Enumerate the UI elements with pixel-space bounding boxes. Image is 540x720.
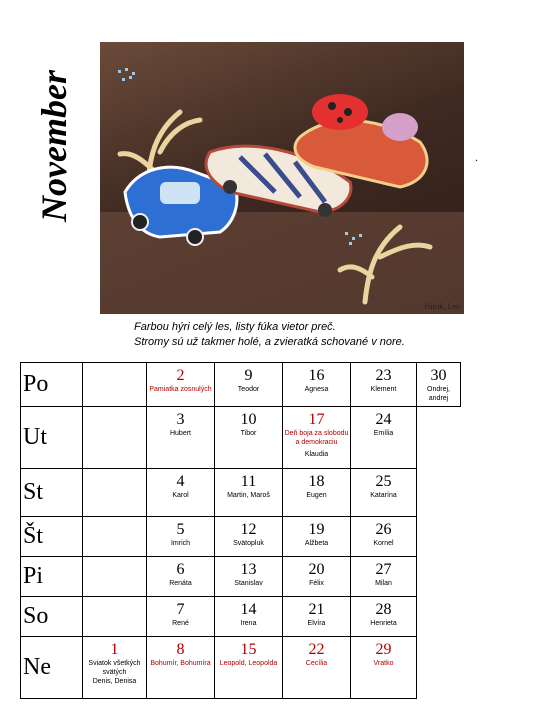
date-cell: 24 Emília [351,407,417,469]
photo-credit: Patrik, Leo [424,302,460,311]
month-title [14,40,94,252]
poem-line: Farbou hýri celý les, listy fúka vietor preč. [134,321,336,333]
date-cell: 28 Henrieta [351,597,417,637]
day-label: So [21,597,83,637]
month-poem [134,320,454,350]
poem-line: Stromy sú už takmer holé, a zvieratká schované v nore. [134,336,405,348]
month-name: November [34,70,74,222]
date-cell: 5 Imrich [147,517,215,557]
empty-cell [417,407,461,469]
row-thursday [21,517,461,557]
empty-cell [83,557,147,597]
date-cell: 2 Pamiatka zosnulých [147,363,215,407]
date-cell: 12 Svätopluk [215,517,283,557]
day-label: St [21,469,83,517]
date-cell: 1 Sviatok všetkých svätých Denis, Denisa [83,637,147,699]
date-cell: 11 Martin, Maroš [215,469,283,517]
row-wednesday [21,469,461,517]
date-cell: 10 Tibor [215,407,283,469]
date-cell: 15 Leopold, Leopolda [215,637,283,699]
empty-cell [417,557,461,597]
month-photo [100,42,464,314]
date-cell: 6 Renáta [147,557,215,597]
date-cell: 23 Klement [351,363,417,407]
day-label: Po [21,363,83,407]
empty-cell [83,517,147,557]
separator-dot: . [475,150,478,164]
row-friday [21,557,461,597]
date-cell: 18 Eugen [283,469,351,517]
empty-cell [417,637,461,699]
empty-cell [83,363,147,407]
date-cell: 22 Cecília [283,637,351,699]
day-label: Št [21,517,83,557]
empty-cell [417,597,461,637]
date-cell: 29 Vratko [351,637,417,699]
empty-cell [83,407,147,469]
empty-cell [83,597,147,637]
row-saturday [21,597,461,637]
empty-cell [417,517,461,557]
date-cell: 25 Katarína [351,469,417,517]
empty-cell [83,469,147,517]
day-label: Ne [21,637,83,699]
date-cell: 7 René [147,597,215,637]
date-cell: 17 Deň boja za slobodu a demokraciu Klaudia [283,407,351,469]
date-cell: 9 Teodor [215,363,283,407]
calendar-grid [20,362,461,699]
date-cell: 26 Kornel [351,517,417,557]
row-sunday [21,637,461,699]
date-cell: 8 Bohumír, Bohumíra [147,637,215,699]
row-tuesday [21,407,461,469]
date-cell: 16 Agnesa [283,363,351,407]
date-cell: 20 Félix [283,557,351,597]
date-cell: 19 Alžbeta [283,517,351,557]
date-cell: 27 Milan [351,557,417,597]
date-cell: 4 Karol [147,469,215,517]
date-cell: 30 Ondrej, andrej [417,363,461,407]
day-label: Ut [21,407,83,469]
row-monday [21,363,461,407]
date-cell: 3 Hubert [147,407,215,469]
date-cell: 13 Stanislav [215,557,283,597]
date-cell: 21 Elvíra [283,597,351,637]
date-cell: 14 Irena [215,597,283,637]
empty-cell [417,469,461,517]
day-label: Pi [21,557,83,597]
plasticine-cars-illustration [100,42,464,314]
